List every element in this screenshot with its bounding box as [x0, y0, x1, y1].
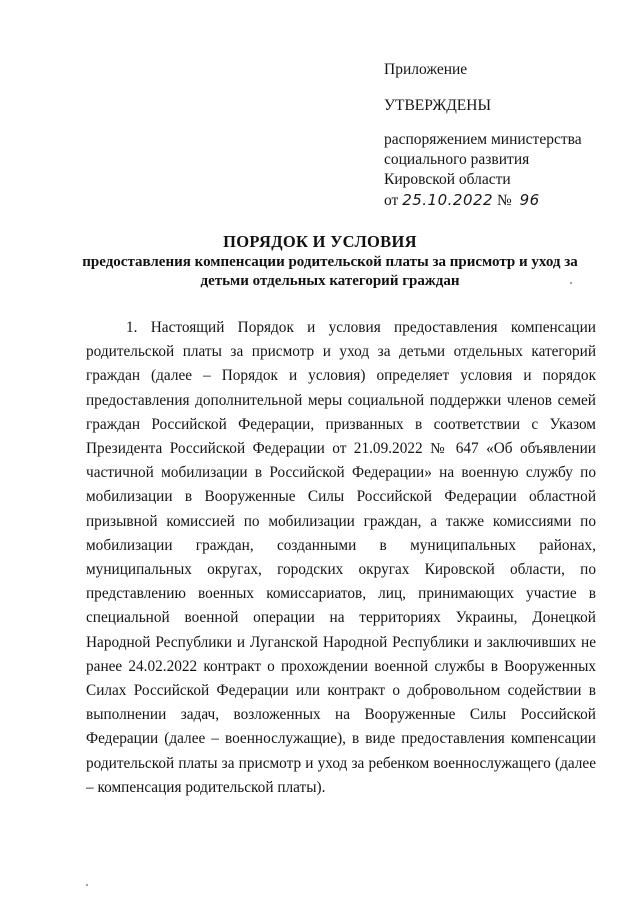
scan-speck [86, 884, 88, 886]
document-subtitle: предоставления компенсации родительской платы за присмотр и уход за детьми отдельных категорий граждан [82, 254, 578, 289]
scan-speck [570, 282, 572, 284]
appendix-label: Приложение [384, 61, 468, 78]
number-label: № [496, 192, 512, 209]
date-prefix: от [384, 192, 399, 209]
approval-line-3: Кировской области [384, 171, 511, 188]
paragraph-1: 1. Настоящий Порядок и условия предоставления компенсации родительской платы за присмотр и уход за детьми отдельных категорий граждан (далее – Порядок и условия) определяет условия и порядок предоставления дополнительной меры социальной поддержки членов семей граждан Российской Федерации, призванных в соответствии с Указом Президента Российской Федерации от 21.09.2022 № 647 «Об объявлении частичной мобилизации в Российской Федерации» на военную службу по мобилизации в Вооруженные Силы Российской Федерации областной призывной комиссией по мобилизации граждан, а также комиссиями по мобилизации граждан, созданными в муниципальных районах, муниципальных округах, городских округах Кировской области, по представлению военных комиссариатов, лиц, принимающих участие в специальной военной операции на территориях Украины, Донецкой Народной Республики и Луганской Народной Республики и заключивших не ранее 24.02.2022 контракт о прохождении военной службы в Вооруженных Силах Российской Федерации или контракт о добровольном содействии в выполнении задач, возложенных на Вооруженные Силы Российской Федерации (далее – военнослужащие), в виде предоставления компенсации родительской платы за присмотр и уход за ребенком военнослужащего (далее – компенсация родительской платы). [86, 319, 596, 796]
document-title: ПОРЯДОК И УСЛОВИЯ [223, 232, 417, 251]
approval-line-2: социального развития [384, 151, 530, 168]
handwritten-date: 25.10.2022 [402, 191, 494, 209]
approval-line-1: распоряжением министерства [384, 131, 582, 148]
approval-block [384, 60, 624, 211]
approval-date-line [384, 190, 624, 211]
approved-label: УТВЕРЖДЕНЫ [384, 97, 491, 114]
handwritten-number: 96 [519, 191, 540, 209]
